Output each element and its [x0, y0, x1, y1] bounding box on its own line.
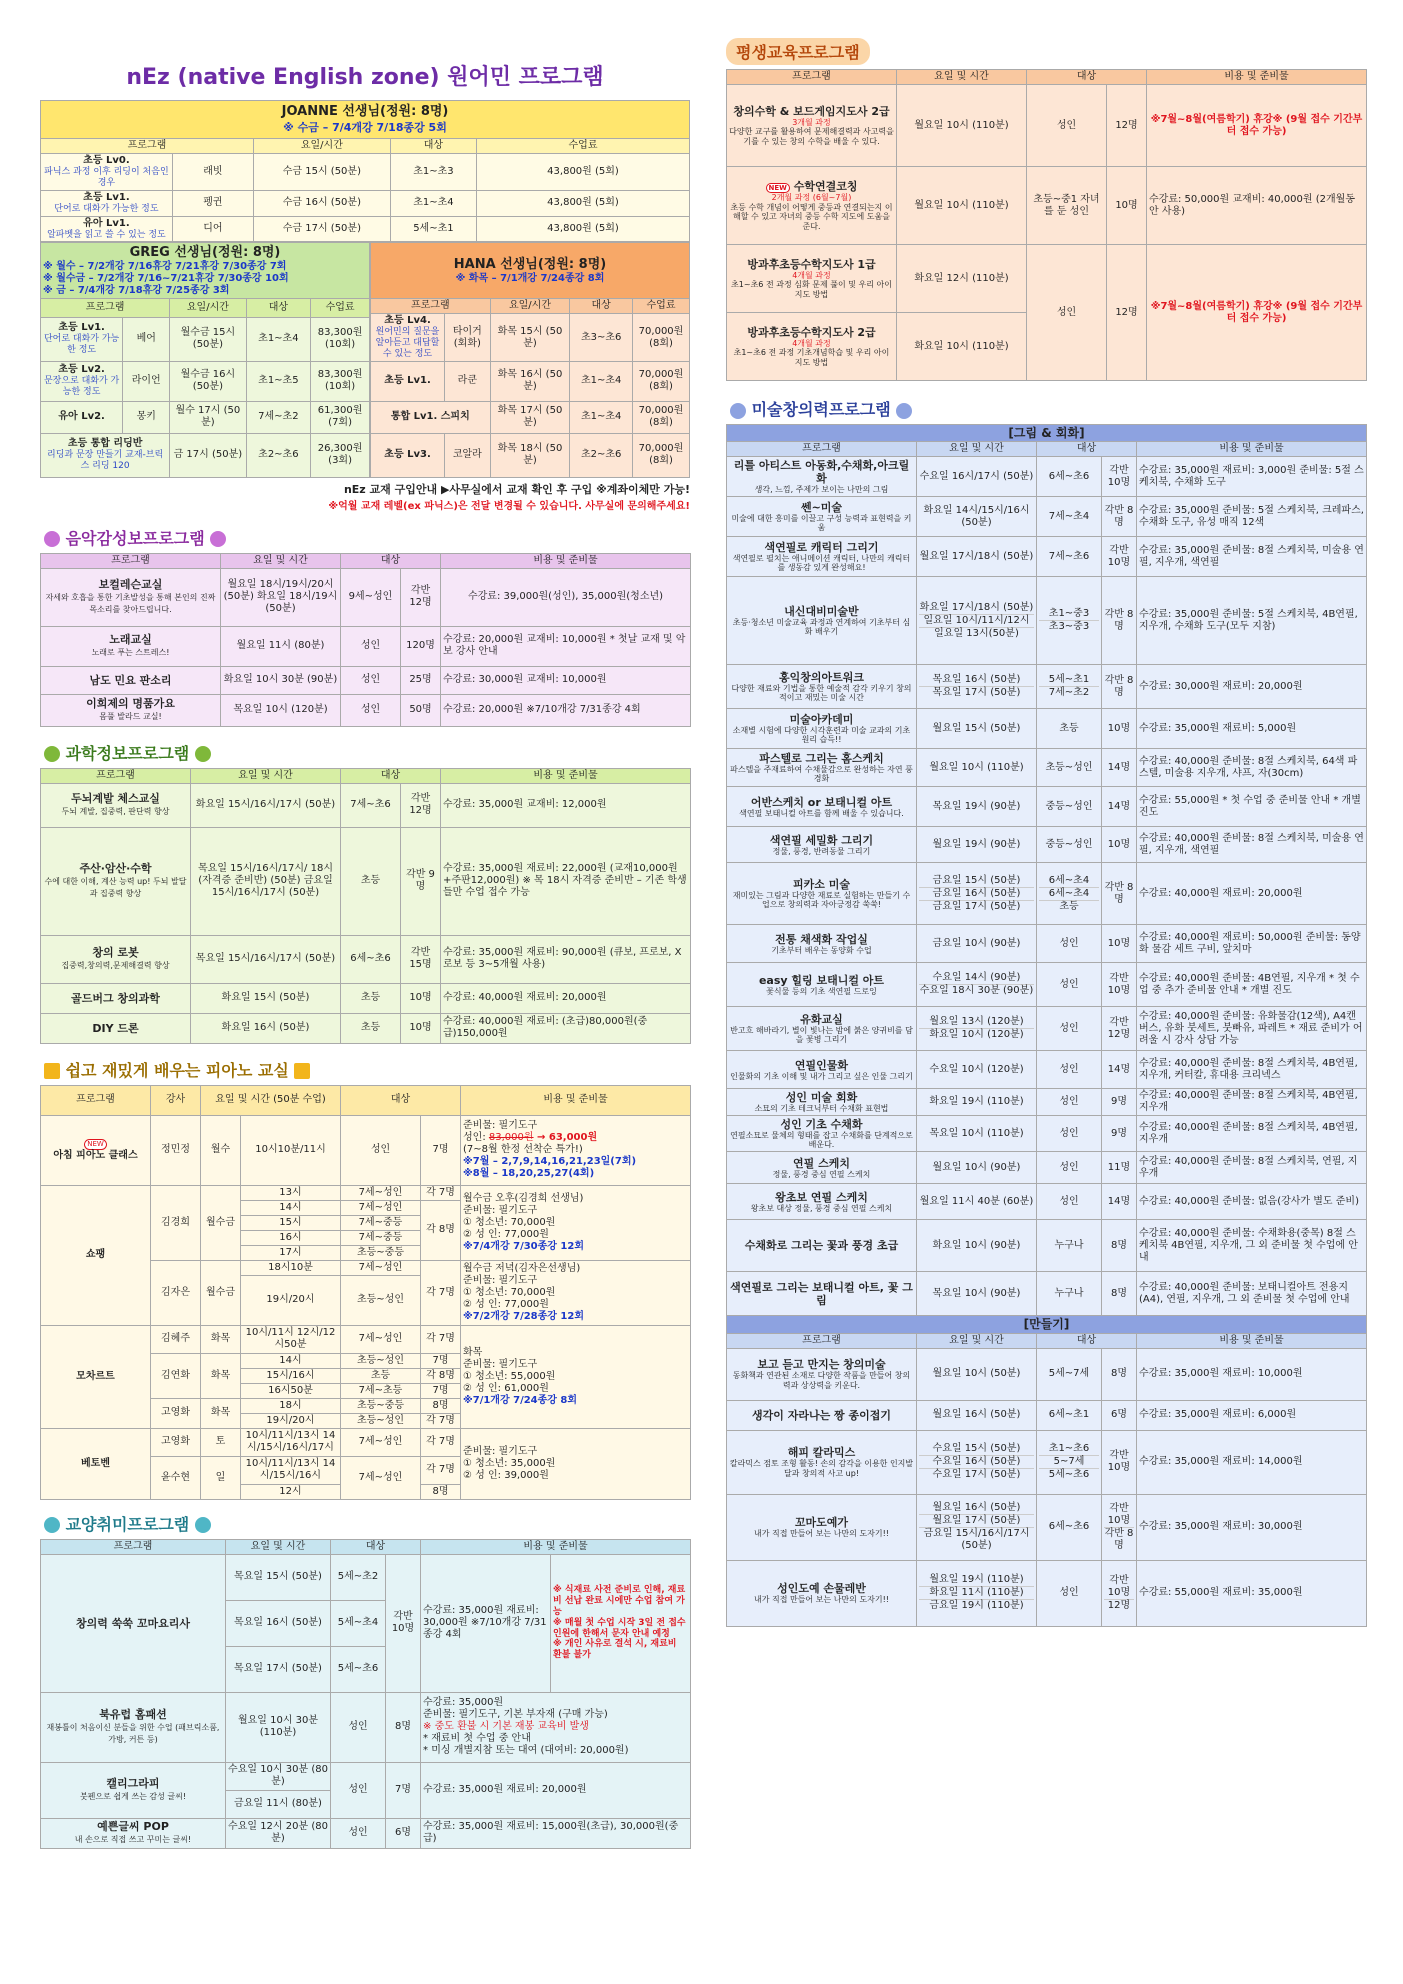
hana-banner: HANA 선생님(정원: 8명) ※ 화목 – 7/1개강 7/24종강 8회: [371, 243, 690, 299]
table-row: 성인 미술 회화 소묘의 기초 테크닉부터 수채화 표현법 화요일 19시 (110분) 성인 9명 수강료: 40,000원 준비물: 8절 스케치북, 4B연필, 지우개: [727, 1089, 1367, 1116]
table-row: 내신대비미술반 초등·청소년 미술교육 과정과 연계하여 기초부터 심화 배우기 화요일 17시/18시 (50분) 일요일 10시/11시/12시 일요일 13시(50분) 초1~중3 초3~중3 각반 8명 수강료: 35,000원 준비물: 5절 스케치북, 4B연필, 지우개, 수채화 도구(모두 지참): [727, 577, 1367, 665]
greg-banner: GREG 선생님(정원: 8명) ※ 월수 – 7/2개강 7/16휴강 7/21휴강 7/30종강 7회 ※ 월수금 – 7/2개강 7/16~7/21휴강 7/30종강 10회 ※ 금 – 7/4개강 7/18휴강 7/25종강 3회: [41, 243, 370, 299]
right-column: [726, 0, 1366, 1627]
table-row: 색연필로 그리는 보태니컬 아트, 꽃 그림 목요일 10시 (90분) 누구나 8명 수강료: 40,000원 준비물: 보태니컬아트 전용지(A4), 연필, 지우개, 그 외 준비물 첫 수업에 안내: [727, 1272, 1367, 1316]
col-header: 프로그램: [41, 139, 254, 154]
culture-table: 프로그램 요일 및 시간 대상 비용 및 준비물 창의력 쑥쑥 꼬마요리사 목요일 15시 (50분) 5세~초2 각반 10명 수강료: 35,000원 재료비: 30,000원 ※7/10개강 7/31종강 4회 ※ 식재료 사전 준비로 인해, 재료비 선납 완료 시에만 수업 참여 가능 ※ 매월 첫 수업 시작 3일 전 접수 인원에 한해서 문자 안내 예정 ※ 개인 사유로 결석 시, 재료비 환불 불가 목요일 16시 (50분) 5세~초4 목요일 17시 (50분) 5세~초6 북유럽 홈패션 재봉틀이 처음이신 분들을 위한 수업 (패브릭소품, 가방, 커튼 등) 월요일 10시 30분 (110분) 성인 8명 수강료: 35,000원 준비물: 필기도구, 기본 부자재 (구매 가능) ※ 중도 환불 시 기본 재봉 교육비 발생 * 재료비 첫 수업 중 안내 * 미싱 개별지참 또는 대여 (대여비: 20,000원) 캘리그라피 붓펜으로 쉽게 쓰는 감성 글씨! 수요일 10시 30분 (80분) 성인 7명 수강료: 35,000원 재료비: 20,000원 금요일 11시 (80분) 예쁜글씨 POP 내 손으로 직접 쓰고 꾸미는 글씨! 수요일 12시 20분 (80분) 성인 6명 수강료: 35,000원 재료비: 15,000원(초급), 30,000원(중급): [40, 1539, 691, 1849]
col-header: 대상: [390, 139, 476, 154]
piano-icon: [44, 1063, 60, 1079]
palette-icon: [896, 403, 912, 419]
table-row: DIY 드론 화요일 16시 (50분) 초등 10명 수강료: 40,000원 재료비: (초급)80,000원(중급)150,000원: [41, 1013, 691, 1043]
table-row: 수채화로 그리는 꽃과 풍경 초급 화요일 10시 (90분) 누구나 8명 수강료: 40,000원 준비물: 수채화용(중목) 8절 스케치북 4B연필, 지우개, 그 외 준비물 첫 수업에 안내: [727, 1220, 1367, 1272]
culture-section-title: 교양취미프로그램: [40, 1508, 690, 1539]
table-row: 파스텔로 그리는 홈스케치 파스텔을 주재료하여 수채물감으로 완성하는 자연 풍경화 월요일 10시 (110분) 초등~성인 14명 수강료: 40,000원 준비물: 8절 스케치북, 64색 파스텔, 미술용 지우개, 샤프, 자(30cm): [727, 749, 1367, 787]
table-row: 방과후초등수학지도사 1급 4개월 과정 초1~초6 전 과정 심화 문제 풀이 및 우리 아이 지도 방법 화요일 12시 (110분) 성인 12명 ※7월~8월(여름학기) 휴강※ (9월 접수 기간부터 접수 가능): [727, 245, 1367, 313]
table-row: 남도 민요 판소리 화요일 10시 30분 (90분) 성인 25명 수강료: 30,000원 교재비: 10,000원: [41, 666, 691, 694]
table-row: easy 힐링 보태니컬 아트 꽃식물 등의 기초 색연필 드로잉 수요일 14시 (90분) 수요일 18시 30분 (90분) 성인 각반 10명 수강료: 40,000원 준비물: 4B연필, 지우개 * 첫 수업 중 추가 준비물 안내 * 개별 진도: [727, 963, 1367, 1007]
table-row: 초등 Lv2. 문장으로 대화가 가능한 정도 라이언 월수금 16시 (50분) 초1~초5 83,300원 (10회): [41, 361, 370, 401]
textbook-note: nEz 교재 구입안내 ▶사무실에서 교재 확인 후 구입 ※계좌이체만 가능!: [343, 482, 690, 496]
table-row: 미술아카데미 소재별 시험에 다양한 시각훈련과 미술 교과의 기초 원리 습득!! 월요일 15시 (50분) 초등 10명 수강료: 35,000원 재료비: 5,000원: [727, 709, 1367, 749]
table-row: 이희제의 명품가요 몸풀 발라드 교실! 목요일 10시 (120분) 성인 50명 수강료: 20,000원 ※7/10개강 7/31종강 4회: [41, 694, 691, 726]
table-row: 쎈~미술 미술에 대한 흥미를 이끌고 구성 능력과 표현력을 키움 화요일 14시/15시/16시 (50분) 7세~초4 각반 8명 수강료: 35,000원 준비물: 5절 스케치북, 크레파스, 수채화 도구, 유성 매직 12색: [727, 497, 1367, 537]
headphone-icon: [44, 531, 60, 547]
table-row: 해피 칼라믹스 칼라믹스 점토 조형 활동! 손의 감각을 이용한 인지발달과 창의적 사고 up! 수요일 15시 (50분) 수요일 16시 (50분) 수요일 17시 (50분) 초1~초6 5~7세 5세~초6 각반 10명 수강료: 35,000원 재료비: 14,000원: [727, 1430, 1367, 1494]
nez-table: [40, 100, 690, 242]
table-row: 생각이 자라나는 짱 종이접기 월요일 16시 (50분) 6세~초1 6명 수강료: 35,000원 재료비: 6,000원: [727, 1400, 1367, 1430]
music-table: 프로그램 요일 및 시간 대상 비용 및 준비물 보컬레슨교실 자세와 호흡을 통한 기초발성을 통해 본인의 진짜 목소리를 찾아드립니다. 월요일 18시/19시/20시 (50분) 화요일 18시/19시 (50분) 9세~성인 각반 12명 수강료: 39,000원(성인), 35,000원(청소년) 노래교실 노래로 푸는 스트레스! 월요일 11시 (80분) 성인 120명 수강료: 20,000원 교재비: 10,000원 * 첫날 교재 및 악보 강사 안내 남도 민요 판소리 화요일 10시 30분 (90분) 성인 25명 수강료: 30,000원 교재비: 10,000원 이희제의 명품가요 몸풀 발라드 교실! 목요일 10시 (120분) 성인 50명 수강료: 20,000원 ※7/10개강 7/31종강 4회: [40, 553, 691, 727]
table-row: 두뇌계발 체스교실 두뇌 계발, 집중력, 판단력 향상 화요일 15시/16시/17시 (50분) 7세~초6 각반 12명 수강료: 35,000원 교재비: 12,000원: [41, 783, 691, 827]
piano-icon: [294, 1063, 310, 1079]
table-row: 초등 Lv1. 라쿤 화목 16시 (50분) 초1~초4 70,000원 (8회): [371, 361, 690, 401]
piano-table: 프로그램 강사 요일 및 시간 (50분 수업) 대상 비용 및 준비물 NEW 아침 피아노 클래스 정민정 월수 10시10분/11시 성인 7명 준비물: 필기도구 성인: 83,000원 → 63,000원 (7~8월 한정 선착순 특가!) ※7월 – 2,7,9,14,16,21,23일(7회) ※8월 – 18,20,25,27(4회) 쇼팽 김경희 월수금 13시 7세~성인 각 7명 월수금 오후(김경희 선생님) 준비물: 필기도구 ① 청소년: 70,000원 ② 성 인: 77,000원 ※7/4개강 7/30종강 12회 14시 7세~성인 각 8명 15시 7세~중등 16시 7세~중등 17시 초등~중등 김자은 월수금 18시10분 7세~성인 각 7명 월수금 저녁(김자은선생님) 준비물: 필기도구 ① 청소년: 70,000원 ② 성 인: 77,000원 ※7/2개강 7/28종강 12회 19시/20시 초등~성인 모차르트 김혜주 화목 10시/11시 12시/12시50분 7세~성인 각 7명 화목 준비물: 필기도구 ① 청소년: 55,000원 ② 성 인: 61,000원 ※7/1개강 7/24종강 8회 김연화 화목 14시 초등~성인 7명 15시/16시 초등 각 8명 16시50분 7세~초등 7명 고영화 화목 18시 초등~중등 8명 19시/20시 초등~성인 각 7명 베토벤 고영화 토 10시/11시/13시 14시/15시/16시/17시 7세~성인 각 7명 준비물: 필기도구 ① 청소년: 35,000원 ② 성 인: 39,000원 윤수현 일 10시/11시/13시 14시/15시/16시 7세~성인 각 7명 12시 8명: [40, 1085, 691, 1500]
table-row: 방과후초등수학지도사 2급 4개월 과정 초1~초6 전 과정 기초개념학습 및 우리 아이 지도 방법 화요일 10시 (110분): [727, 313, 1367, 381]
table-row: 보고 듣고 만지는 창의미술 동화책과 연관된 소재로 다양한 작품을 만들어 창의력과 상상력을 키운다. 월요일 10시 (50분) 5세~7세 8명 수강료: 35,000원 재료비: 10,000원: [727, 1348, 1367, 1400]
lifelong-table: 프로그램 요일 및 시간 대상 비용 및 준비물 창의수학 & 보드게임지도사 2급 3개월 과정 다양한 교구를 활용하여 문제해결력과 사고력을 기를 수 있는 창의 수학을 배울 수 있다. 월요일 10시 (110분) 성인 12명 ※7월~8월(여름학기) 휴강※ (9월 접수 기간부터 접수 가능) NEW 수학연결코칭 2개월 과정 (6월~7월) 초등 수학 개념이 어떻게 중등과 연결되는지 이해할 수 있고 자녀의 중등 수학 지도에 도움을 준다. 월요일 10시 (110분) 초등~중1 자녀를 둔 성인 10명 수강료: 50,000원 교재비: 40,000원 (2개월동안 사용) 방과후초등수학지도사 1급 4개월 과정 초1~초6 전 과정 심화 문제 풀이 및 우리 아이 지도 방법 화요일 12시 (110분) 성인 12명 ※7월~8월(여름학기) 휴강※ (9월 접수 기간부터 접수 가능) 방과후초등수학지도사 2급 4개월 과정 초1~초6 전 과정 기초개념학습 및 우리 아이 지도 방법 화요일 10시 (110분): [726, 69, 1367, 381]
table-row: 통합 Lv1. 스피치 화목 17시 (50분) 초1~초4 70,000원 (8회): [371, 401, 690, 433]
table-row: 노래교실 노래로 푸는 스트레스! 월요일 11시 (80분) 성인 120명 수강료: 20,000원 교재비: 10,000원 * 첫날 교재 및 악보 강사 안내: [41, 626, 691, 666]
textbook-warning: ※억월 교재 레벨(ex 파닉스)은 전달 변경될 수 있습니다. 사무실에 문의해주세요!: [328, 500, 690, 512]
table-row: 골드버그 창의과학 화요일 15시 (50분) 초등 10명 수강료: 40,000원 재료비: 20,000원: [41, 983, 691, 1013]
table-row: 유아 Lv1. 알파벳을 읽고 쓸 수 있는 정도 디어 수금 17시 (50분) 5세~초1 43,800원 (5회): [41, 216, 690, 242]
table-row: 피카소 미술 재미있는 그림과 다양한 재료로 실험하는 만들기 수업으로 창의력과 자아긍정감 쑥쑥! 금요일 15시 (50분) 금요일 16시 (50분) 금요일 17시 (50분) 6세~초4 6세~초4 초등 각반 8명 수강료: 40,000원 재료비: 20,000원: [727, 863, 1367, 925]
table-row: 성인도예 손물레반 내가 직접 만들어 보는 나만의 도자기!! 월요일 19시 (110분) 화요일 11시 (110분) 금요일 19시 (110분) 성인 각반 10명 12명 수강료: 55,000원 재료비: 35,000원: [727, 1560, 1367, 1626]
art-table: [그림 & 회화] 프로그램 요일 및 시간 대상 비용 및 준비물 리틀 아티스트 아동화,수채화,아크릴화 생각, 느낌, 주제가 보이는 나만의 그림 수요일 16시/17시 (50분) 6세~초6 각반 10명 수강료: 35,000원 재료비: 3,000원 준비물: 5절 스케치북, 수채화 도구 쎈~미술 미술에 대한 흥미를 이끌고 구성 능력과 표현력을 키움 화요일 14시/15시/16시 (50분) 7세~초4 각반 8명 수강료: 35,000원 준비물: 5절 스케치북, 크레파스, 수채화 도구, 유성 매직 12색 색연필로 캐릭터 그리기 색연필로 펼치는 애니메이션 캐릭터, 나만의 캐릭터를 생동감 있게 완성해요! 월요일 17시/18시 (50분) 7세~초6 각반 10명 수강료: 35,000원 준비물: 8절 스케치북, 미술용 연필, 지우개, 색연필 내신대비미술반 초등·청소년 미술교육 과정과 연계하여 기초부터 심화 배우기 화요일 17시/18시 (50분) 일요일 10시/11시/12시 일요일 13시(50분) 초1~중3 초3~중3 각반 8명 수강료: 35,000원 준비물: 5절 스케치북, 4B연필, 지우개, 수채화 도구(모두 지참) 홍익창의아트워크 다양한 재료와 기법을 통한 예술적 감각 키우기 창의적이고 재밌는 미술 시간 목요일 16시 (50분) 목요일 17시 (50분) 5세~초1 7세~초2 각반 8명 수강료: 30,000원 재료비: 20,000원 미술아카데미 소재별 시험에 다양한 시각훈련과 미술 교과의 기초 원리 습득!! 월요일 15시 (50분) 초등 10명 수강료: 35,000원 재료비: 5,000원 파스텔로 그리는 홈스케치 파스텔을 주재료하여 수채물감으로 완성하는 자연 풍경화 월요일 10시 (110분) 초등~성인 14명 수강료: 40,000원 준비물: 8절 스케치북, 64색 파스텔, 미술용 지우개, 샤프, 자(30cm) 어반스케치 or 보태니컬 아트 색연필 보태니컬 아트를 함께 배울 수 있습니다. 목요일 19시 (90분) 중등~성인 14명 수강료: 55,000원 * 첫 수업 중 준비물 안내 * 개별 진도 색연필 세밀화 그리기 정물, 풍경, 반려동물 그리기 월요일 19시 (90분) 중등~성인 10명 수강료: 40,000원 준비물: 8절 스케치북, 미술용 연필, 지우개, 색연필 피카소 미술 재미있는 그림과 다양한 재료로 실험하는 만들기 수업으로 창의력과 자아긍정감 쑥쑥! 금요일 15시 (50분) 금요일 16시 (50분) 금요일 17시 (50분) 6세~초4 6세~초4 초등 각반 8명 수강료: 40,000원 재료비: 20,000원 전통 채색화 작업실 기초부터 배우는 동양화 수업 금요일 10시 (90분) 성인 10명 수강료: 40,000원 재료비: 50,000원 준비물: 동양화 물감 세트 구비, 앞치마 easy 힐링 보태니컬 아트 꽃식물 등의 기초 색연필 드로잉 수요일 14시 (90분) 수요일 18시 30분 (90분) 성인 각반 10명 수강료: 40,000원 준비물: 4B연필, 지우개 * 첫 수업 중 추가 준비물 안내 * 개별 진도 유화교실 반고흐 해바라기, 별이 빛나는 밤에 붉은 양귀비를 담을 꽃병 그리기 월요일 13시 (120분) 화요일 10시 (120분) 성인 각반 12명 수강료: 40,000원 준비물: 유화물감(12색), A4캔버스, 유화 붓세트, 붓빠유, 파레트 * 재료 준비가 어려울 시 강사 상담 가능 연필인물화 인물화의 기초 이해 및 내가 그리고 싶은 인물 그리기 수요일 10시 (120분) 성인 14명 수강료: 40,000원 준비물: 8절 스케치북, 4B연필, 지우개, 커터칼, 휴대용 크리넥스 성인 미술 회화 소묘의 기초 테크닉부터 수채화 표현법 화요일 19시 (110분) 성인 9명 수강료: 40,000원 준비물: 8절 스케치북, 4B연필, 지우개 성인 기초 수채화 연필소묘로 물체의 형태를 잡고 수채화를 단계적으로 배운다. 목요일 10시 (110분) 성인 9명 수강료: 40,000원 준비물: 8절 스케치북, 4B연필, 지우개 연필 스케치 정물, 풍경 중심 연필 스케치 월요일 10시 (90분) 성인 11명 수강료: 40,000원 준비물: 8절 스케치북, 연필, 지우개 왕초보 연필 스케치 왕초보 대상 정물, 풍경 중심 연필 스케치 월요일 11시 40분 (60분) 성인 14명 수강료: 40,000원 준비물: 없음(강사가 별도 준비) 수채화로 그리는 꽃과 풍경 초급 화요일 10시 (90분) 누구나 8명 수강료: 40,000원 준비물: 수채화용(중목) 8절 스케치북 4B연필, 지우개, 그 외 준비물 첫 수업에 안내 색연필로 그리는 보태니컬 아트, 꽃 그림 목요일 10시 (90분) 누구나 8명 수강료: 40,000원 준비물: 보태니컬아트 전용지(A4), 연필, 지우개, 그 외 준비물 첫 수업에 안내 [만들기] 프로그램 요일 및 시간 대상 비용 및 준비물 보고 듣고 만지는 창의미술 동화책과 연관된 소재로 다양한 작품을 만들어 창의력과 상상력을 키운다. 월요일 10시 (50분) 5세~7세 8명 수강료: 35,000원 재료비: 10,000원 생각이 자라나는 짱 종이접기 월요일 16시 (50분) 6세~초1 6명 수강료: 35,000원 재료비: 6,000원 해피 칼라믹스 칼라믹스 점토 조형 활동! 손의 감각을 이용한 인지발달과 창의적 사고 up! 수요일 15시 (50분) 수요일 16시 (50분) 수요일 17시 (50분) 초1~초6 5~7세 5세~초6 각반 10명 수강료: 35,000원 재료비: 14,000원 꼬마도예가 내가 직접 만들어 보는 나만의 도자기!! 월요일 16시 (50분) 월요일 17시 (50분) 금요일 15시/16시/17시 (50분) 6세~초6 각반 10명 각반 8명 수강료: 35,000원 재료비: 30,000원 성인도예 손물레반 내가 직접 만들어 보는 나만의 도자기!! 월요일 19시 (110분) 화요일 11시 (110분) 금요일 19시 (110분) 성인 각반 10명 12명 수강료: 55,000원 재료비: 35,000원: [726, 424, 1367, 1627]
table-row: 꼬마도예가 내가 직접 만들어 보는 나만의 도자기!! 월요일 16시 (50분) 월요일 17시 (50분) 금요일 15시/16시/17시 (50분) 6세~초6 각반 10명 각반 8명 수강료: 35,000원 재료비: 30,000원: [727, 1494, 1367, 1560]
diamond-icon: [195, 1517, 211, 1533]
greg-hana-wrap: [40, 242, 690, 477]
greg-table: GREG 선생님(정원: 8명) ※ 월수 – 7/2개강 7/16휴강 7/21휴강 7/30종강 7회 ※ 월수금 – 7/2개강 7/16~7/21휴강 7/30종강 10회 ※ 금 – 7/4개강 7/18휴강 7/25종강 3회 프로그램 요일/시간 대상 수업료 초등 Lv1. 단어로 대화가 가능한 정도 베어 월수금 15시 (50분) 초1~초4 83,300원 (10회) 초등 Lv2. 문장으로 대화가 가능한 정도 라이언 월수금 16시 (50분) 초1~초5 83,300원 (10회) 유아 Lv2. 몽키 월수 17시 (50분) 7세~초2 61,300원 (7회) 초등 통합 리딩반 리딩과 문장 만들기 교재-브릭스 리딩 120 금 17시 (50분) 초2~초6 26,300원 (3회): [40, 242, 370, 477]
music-section-title: 음악감성보프로그램: [40, 522, 690, 553]
headphone-icon: [210, 531, 226, 547]
table-row: 초등 통합 리딩반 리딩과 문장 만들기 교재-브릭스 리딩 120 금 17시 (50분) 초2~초6 26,300원 (3회): [41, 433, 370, 477]
table-row: 초등 Lv3. 코알라 화목 18시 (50분) 초2~초6 70,000원 (8회): [371, 433, 690, 477]
table-row: 초등 Lv1. 단어로 대화가 가능한 정도 베어 월수금 15시 (50분) 초1~초4 83,300원 (10회): [41, 317, 370, 361]
table-row: 초등 Lv4. 원어민의 질문을 알아듣고 대답할 수 있는 정도 타이거 (회화) 화목 15시 (50분) 초3~초6 70,000원 (8회): [371, 314, 690, 361]
table-row: 창의수학 & 보드게임지도사 2급 3개월 과정 다양한 교구를 활용하여 문제해결력과 사고력을 기를 수 있는 창의 수학을 배울 수 있다. 월요일 10시 (110분) 성인 12명 ※7월~8월(여름학기) 휴강※ (9월 접수 기간부터 접수 가능): [727, 85, 1367, 167]
table-row: 창의 로봇 집중력,창의력,문제해결력 향상 목요일 15시/16시/17시 (50분) 6세~초6 각반 15명 수강료: 35,000원 재료비: 90,000원 (큐보, 프로보, X로보 등 3~5개월 사용): [41, 935, 691, 983]
table-row: 전통 채색화 작업실 기초부터 배우는 동양화 수업 금요일 10시 (90분) 성인 10명 수강료: 40,000원 재료비: 50,000원 준비물: 동양화 물감 세트 구비, 앞치마: [727, 925, 1367, 963]
table-row: 주산·암산·수학 수에 대한 이해, 계산 능력 up! 두뇌 발달과 집중력 향상 목요일 15시/16시/17시/ 18시(자격증 준비반) (50분) 금요일 15시/16시/17시 (50분) 초등 각반 9명 수강료: 35,000원 재료비: 22,000원 (교재10,000원+주판12,000원) ※ 목 18시 자격증 준비반 – 기존 학생들만 수업 접수 가능: [41, 827, 691, 935]
table-row: 어반스케치 or 보태니컬 아트 색연필 보태니컬 아트를 함께 배울 수 있습니다. 목요일 19시 (90분) 중등~성인 14명 수강료: 55,000원 * 첫 수업 중 준비물 안내 * 개별 진도: [727, 787, 1367, 827]
diamond-icon: [44, 1517, 60, 1533]
piano-section-title: 쉽고 재밌게 배우는 피아노 교실: [40, 1054, 690, 1085]
science-section-title: 과학정보프로그램: [40, 737, 690, 768]
table-row: 왕초보 연필 스케치 왕초보 대상 정물, 풍경 중심 연필 스케치 월요일 11시 40분 (60분) 성인 14명 수강료: 40,000원 준비물: 없음(강사가 별도 준비): [727, 1184, 1367, 1220]
palette-icon: [730, 403, 746, 419]
col-header: 요일/시간: [253, 139, 390, 154]
joanne-banner: JOANNE 선생님(정원: 8명) ※ 수금 – 7/4개강 7/18종강 5회: [41, 101, 690, 139]
lifelong-section-title: 평생교육프로그램: [726, 38, 1366, 65]
hana-table: HANA 선생님(정원: 8명) ※ 화목 – 7/1개강 7/24종강 8회 프로그램 요일/시간 대상 수업료 초등 Lv4. 원어민의 질문을 알아듣고 대답할 수 있는 정도 타이거 (회화) 화목 15시 (50분) 초3~초6 70,000원 (8회) 초등 Lv1. 라쿤 화목 16시 (50분) 초1~초4 70,000원 (8회) 통합 Lv1. 스피치 화목 17시 (50분) 초1~초4 70,000원 (8회) 초등 Lv3. 코알라 화목 18시 (50분) 초2~초6 70,000원 (8회): [370, 242, 690, 477]
table-row: 초등 Lv0. 파닉스 과정 이후 리딩이 처음인 경우 래빗 수금 15시 (50분) 초1~초3 43,800원 (5회): [41, 154, 690, 191]
table-row: 연필인물화 인물화의 기초 이해 및 내가 그리고 싶은 인물 그리기 수요일 10시 (120분) 성인 14명 수강료: 40,000원 준비물: 8절 스케치북, 4B연필, 지우개, 커터칼, 휴대용 크리넥스: [727, 1051, 1367, 1089]
table-row: 연필 스케치 정물, 풍경 중심 연필 스케치 월요일 10시 (90분) 성인 11명 수강료: 40,000원 준비물: 8절 스케치북, 연필, 지우개: [727, 1152, 1367, 1184]
table-row: 리틀 아티스트 아동화,수채화,아크릴화 생각, 느낌, 주제가 보이는 나만의 그림 수요일 16시/17시 (50분) 6세~초6 각반 10명 수강료: 35,000원 재료비: 3,000원 준비물: 5절 스케치북, 수채화 도구: [727, 457, 1367, 497]
table-row: 성인 기초 수채화 연필소묘로 물체의 형태를 잡고 수채화를 단계적으로 배운다. 목요일 10시 (110분) 성인 9명 수강료: 40,000원 준비물: 8절 스케치북, 4B연필, 지우개: [727, 1116, 1367, 1152]
table-row: 홍익창의아트워크 다양한 재료와 기법을 통한 예술적 감각 키우기 창의적이고 재밌는 미술 시간 목요일 16시 (50분) 목요일 17시 (50분) 5세~초1 7세~초2 각반 8명 수강료: 30,000원 재료비: 20,000원: [727, 665, 1367, 709]
table-row: NEW 아침 피아노 클래스 정민정 월수 10시10분/11시 성인 7명 준비물: 필기도구 성인: 83,000원 → 63,000원 (7~8월 한정 선착순 특가!) ※7월 – 2,7,9,14,16,21,23일(7회) ※8월 – 18,20,25,27(4회): [41, 1115, 691, 1185]
art-section-title: 미술창의력프로그램: [726, 393, 1366, 424]
table-row: 초등 Lv1. 단어로 대화가 가능한 정도 펭귄 수금 16시 (50분) 초1~초4 43,800원 (5회): [41, 190, 690, 216]
table-row: NEW 수학연결코칭 2개월 과정 (6월~7월) 초등 수학 개념이 어떻게 중등과 연결되는지 이해할 수 있고 자녀의 중등 수학 지도에 도움을 준다. 월요일 10시 (110분) 초등~중1 자녀를 둔 성인 10명 수강료: 50,000원 교재비: 40,000원 (2개월동안 사용): [727, 167, 1367, 245]
pencil-icon: [44, 746, 60, 762]
table-row: 유아 Lv2. 몽키 월수 17시 (50분) 7세~초2 61,300원 (7회): [41, 401, 370, 433]
col-header: 수업료: [477, 139, 690, 154]
table-row: 색연필로 캐릭터 그리기 색연필로 펼치는 애니메이션 캐릭터, 나만의 캐릭터를 생동감 있게 완성해요! 월요일 17시/18시 (50분) 7세~초6 각반 10명 수강료: 35,000원 준비물: 8절 스케치북, 미술용 연필, 지우개, 색연필: [727, 537, 1367, 577]
table-row: 보컬레슨교실 자세와 호흡을 통한 기초발성을 통해 본인의 진짜 목소리를 찾아드립니다. 월요일 18시/19시/20시 (50분) 화요일 18시/19시 (50분) 9세~성인 각반 12명 수강료: 39,000원(성인), 35,000원(청소년): [41, 568, 691, 626]
table-row: 색연필 세밀화 그리기 정물, 풍경, 반려동물 그리기 월요일 19시 (90분) 중등~성인 10명 수강료: 40,000원 준비물: 8절 스케치북, 미술용 연필, 지우개, 색연필: [727, 827, 1367, 863]
pencil-icon: [195, 746, 211, 762]
page-title: nEz (native English zone) 원어민 프로그램: [126, 65, 604, 90]
science-table: 프로그램 요일 및 시간 대상 비용 및 준비물 두뇌계발 체스교실 두뇌 계발, 집중력, 판단력 향상 화요일 15시/16시/17시 (50분) 7세~초6 각반 12명 수강료: 35,000원 교재비: 12,000원 주산·암산·수학 수에 대한 이해, 계산 능력 up! 두뇌 발달과 집중력 향상 목요일 15시/16시/17시/ 18시(자격증 준비반) (50분) 금요일 15시/16시/17시 (50분) 초등 각반 9명 수강료: 35,000원 재료비: 22,000원 (교재10,000원+주판12,000원) ※ 목 18시 자격증 준비반 – 기존 학생들만 수업 접수 가능 창의 로봇 집중력,창의력,문제해결력 향상 목요일 15시/16시/17시 (50분) 6세~초6 각반 15명 수강료: 35,000원 재료비: 90,000원 (큐보, 프로보, X로보 등 3~5개월 사용) 골드버그 창의과학 화요일 15시 (50분) 초등 10명 수강료: 40,000원 재료비: 20,000원 DIY 드론 화요일 16시 (50분) 초등 10명 수강료: 40,000원 재료비: (초급)80,000원(중급)150,000원: [40, 768, 691, 1044]
left-column: [40, 0, 690, 1849]
table-row: 유화교실 반고흐 해바라기, 별이 빛나는 밤에 붉은 양귀비를 담을 꽃병 그리기 월요일 13시 (120분) 화요일 10시 (120분) 성인 각반 12명 수강료: 40,000원 준비물: 유화물감(12색), A4캔버스, 유화 붓세트, 붓빠유, 파레트 * 재료 준비가 어려울 시 강사 상담 가능: [727, 1007, 1367, 1051]
